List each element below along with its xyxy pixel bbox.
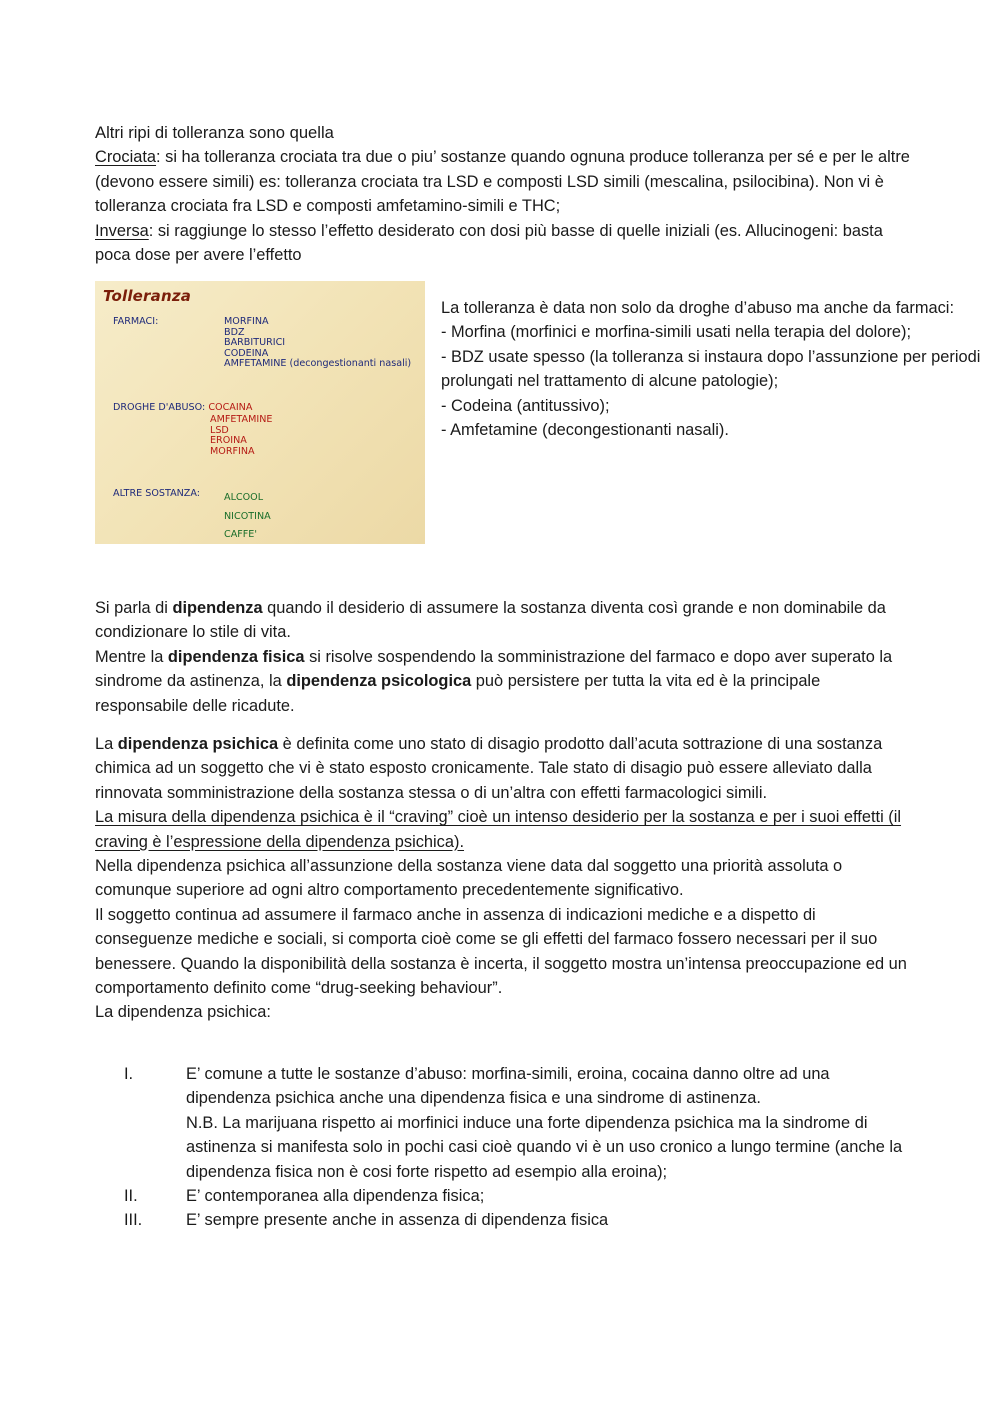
droghe-item: LSD [210,424,229,436]
list-number: II. [124,1187,138,1206]
text-span: La [95,735,118,753]
farmaci-list [224,317,411,370]
droghe-item: COCAINA [208,402,253,413]
text-span: può persistere per tutta la vita ed è la principale responsabile delle ricadute. [95,672,821,715]
fisica-psicologica-paragraph [95,645,910,718]
list-intro: La dipendenza psichica: [95,1003,271,1022]
dipendenza-psichica-section [95,732,910,1025]
text-span: Mentre la [95,647,168,666]
craving-paragraph: La misura della dipendenza psichica è il “craving” cioè un intenso desiderio per la sostanza e per i suoi effetti (il craving è l’espressione della dipendenza psichica). [95,808,902,851]
altre-label: ALTRE SOSTANZA: [113,488,201,499]
farmaci-item: AMFETAMINE (decongestionanti nasali) [224,358,412,370]
dipendenza-paragraph [95,596,910,645]
list-item-text: E’ contemporanea alla dipendenza fisica; [186,1187,485,1206]
image-title: Tolleranza [103,287,192,305]
bold-term: dipendenza fisica [167,647,305,666]
text-span: si risolve sospendendo la somministrazione del farmaco e dopo aver superato la sindrome da astinenza, la [95,647,893,691]
list-item [124,1184,924,1208]
droghe-label-text: DROGHE D'ABUSO: [113,402,206,413]
crociata-paragraph [95,145,910,218]
list-item [124,1208,924,1232]
side-item: - Codeina (antitussivo); [441,396,610,415]
section-heading: Altri ripi di tolleranza sono quella [95,123,334,142]
crociata-text: : si ha tolleranza crociata tra due o piu’ sostanze quando ognuna produce tolleranza per sé e per le altre (devono essere simili) es: tolleranza crociata tra LSD e composti LSD simili (mescalina, psilocibina). Non vi è tolleranza crociata fra LSD e composti amfetamino-simili e THC; [95,148,910,216]
farmaci-item: MORFINA [224,316,269,327]
tolerance-types-section [95,121,910,267]
farmaci-item: CODEINA [224,347,269,359]
list-item [124,1062,924,1184]
text-span: è definita come uno stato di disagio prodotto dall’acuta sottrazione di una sostanza chimica ad un soggetto che vi è stato esposto cronicamente. Tale stato di disagio può essere alleviato dalla rinnovata somministrazione della sostanza stessa o di un’altra con effetti farmacologici simili. [95,735,883,802]
farmaci-item: BARBITURICI [224,337,286,349]
priority-paragraph: Nella dipendenza psichica all’assunzione della sostanza viene data dal soggetto una priorità assoluta o comunque superiore ad ogni altro comportamento precedentemente significativo. [95,857,843,900]
tolerance-drugs-section [441,296,981,442]
altre-item: ALCOOL [224,492,264,503]
crociata-term: Crociata [95,148,157,167]
altre-item: NICOTINA [224,510,271,522]
droghe-item: AMFETAMINE [210,414,273,425]
inversa-paragraph [95,219,910,268]
side-item: - BDZ usate spesso (la tolleranza si instaura dopo l’assunzione per periodi prolungati nel trattamento di alcune patologie); [441,347,981,391]
psichica-list [124,1062,924,1233]
list-text [186,1062,911,1184]
tolleranza-image [95,281,425,544]
farmaci-item: BDZ [224,326,245,338]
text-span: Si parla di [95,599,173,617]
farmaci-label: FARMACI: [113,316,159,327]
altre-list [224,489,271,544]
list-item-text: E’ comune a tutte le sostanze d’abuso: morfina-simili, eroina, cocaina danno oltre ad una dipendenza psichica anche una dipendenza fisica e una sindrome di astinenza. [186,1065,830,1108]
side-intro: La tolleranza è data non solo da droghe d’abuso ma anche da farmaci: [441,299,955,317]
bold-term: dipendenza [172,599,263,617]
psichica-definition [95,732,910,805]
droghe-item: EROINA [210,435,247,447]
inversa-text: : si raggiunge lo stesso l’effetto desiderato con dosi più basse di quelle iniziali (es. Allucinogeni: basta poca dose per avere l’effetto [95,221,883,265]
droghe-item: MORFINA [210,445,255,457]
drug-seeking-paragraph: Il soggetto continua ad assumere il farmaco anche in assenza di indicazioni mediche e a dispetto di conseguenze mediche e sociali, si comporta cioè come se gli effetti del farmaco fossero necessari per il suo benessere. Quando la disponibilità della sostanza è incerta, il soggetto mostra un’intensa preoccupazione ed un comportamento definito come “drug-seeking behaviour”. [95,905,907,998]
list-item-text: E’ sempre presente anche in assenza di dipendenza fisica [186,1211,609,1230]
side-item: - Amfetamine (decongestionanti nasali). [441,421,729,440]
list-number: III. [124,1211,143,1230]
droghe-list [210,415,272,457]
side-item: - Morfina (morfinici e morfina-simili usati nella terapia del dolore); [441,323,912,342]
list-number: I. [124,1065,134,1083]
dipendenza-section [95,596,910,718]
text-span: quando il desiderio di assumere la sostanza diventa così grande e non dominabile da condizionare lo stile di vita. [95,599,886,642]
bold-term: dipendenza psicologica [286,672,472,691]
droghe-label [113,403,252,414]
altre-item: CAFFE' [224,529,257,540]
inversa-term: Inversa [95,221,149,240]
bold-term: dipendenza psichica [117,735,279,753]
list-item-note: N.B. La marijuana rispetto ai morfinici induce una forte dipendenza psichica ma la sindrome di astinenza si manifesta solo in pochi casi cioè quando vi è un uso cronico a lungo termine (anche la dipendenza fisica non è cosi forte rispetto ad esempio alla eroina); [186,1113,903,1181]
